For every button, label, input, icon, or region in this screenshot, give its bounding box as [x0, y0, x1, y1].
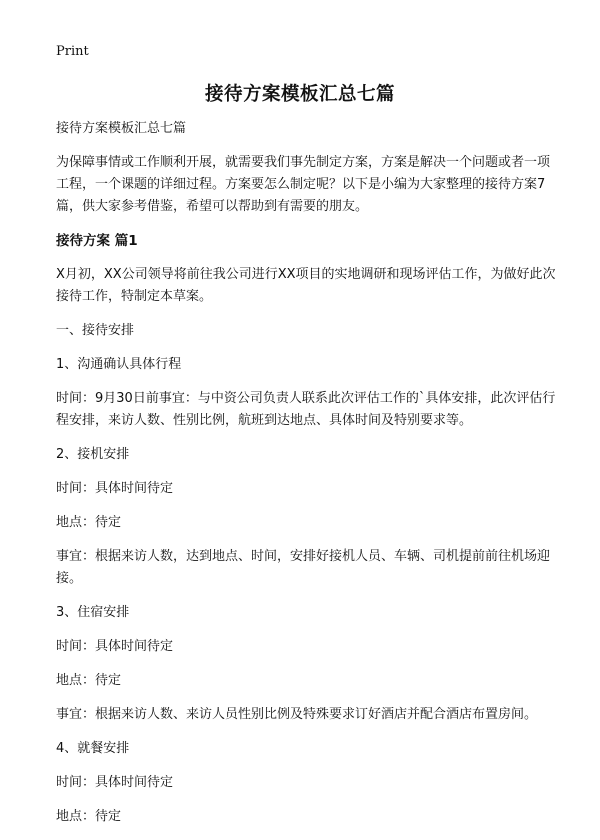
- pickup-detail: 事宜：根据来访人数，达到地点、时间，安排好接机人员、车辆、司机提前前往机场迎接。: [56, 549, 551, 586]
- dining-location: 地点：待定: [56, 809, 122, 824]
- item-accommodation: 3、住宿安排: [56, 605, 130, 620]
- subheading-arrangement: 一、接待安排: [56, 323, 135, 338]
- item-dining: 4、就餐安排: [56, 741, 130, 756]
- accommodation-location: 地点：待定: [56, 673, 122, 688]
- page-title: 接待方案模板汇总七篇: [204, 84, 395, 105]
- item-airport-pickup: 2、接机安排: [56, 447, 130, 462]
- pickup-time: 时间：具体时间待定: [56, 481, 174, 496]
- intro-paragraph: 为保障事情或工作顺利开展，就需要我们事先制定方案，方案是解决一个问题或者一项工程，一个课题的详细过程。方案要怎么制定呢？以下是小编为大家整理的接待方案7篇，供大家参考借鉴，希望可以帮助到有需要的朋友。: [56, 155, 551, 214]
- section-intro-paragraph: X月初，XX公司领导将前往我公司进行XX项目的实地调研和现场评估工作，为做好此次接待工作，特制定本草案。: [56, 267, 556, 304]
- accommodation-detail: 事宜：根据来访人数、来访人员性别比例及特殊要求订好酒店并配合酒店布置房间。: [56, 707, 538, 722]
- dining-time: 时间：具体时间待定: [56, 775, 174, 790]
- accommodation-time: 时间：具体时间待定: [56, 639, 174, 654]
- intro-subtitle: 接待方案模板汇总七篇: [56, 121, 187, 136]
- item-confirm-itinerary-detail: 时间：9月30日前事宜：与中资公司负责人联系此次评估工作的`具体安排，此次评估行程安排，来访人数、性别比例，航班到达地点、具体时间及特别要求等。: [56, 391, 556, 428]
- pickup-location: 地点：待定: [56, 515, 122, 530]
- section-heading: 接待方案 篇1: [56, 233, 138, 249]
- print-link[interactable]: Print: [56, 44, 89, 59]
- item-confirm-itinerary: 1、沟通确认具体行程: [56, 357, 182, 372]
- document-body: [56, 118, 556, 840]
